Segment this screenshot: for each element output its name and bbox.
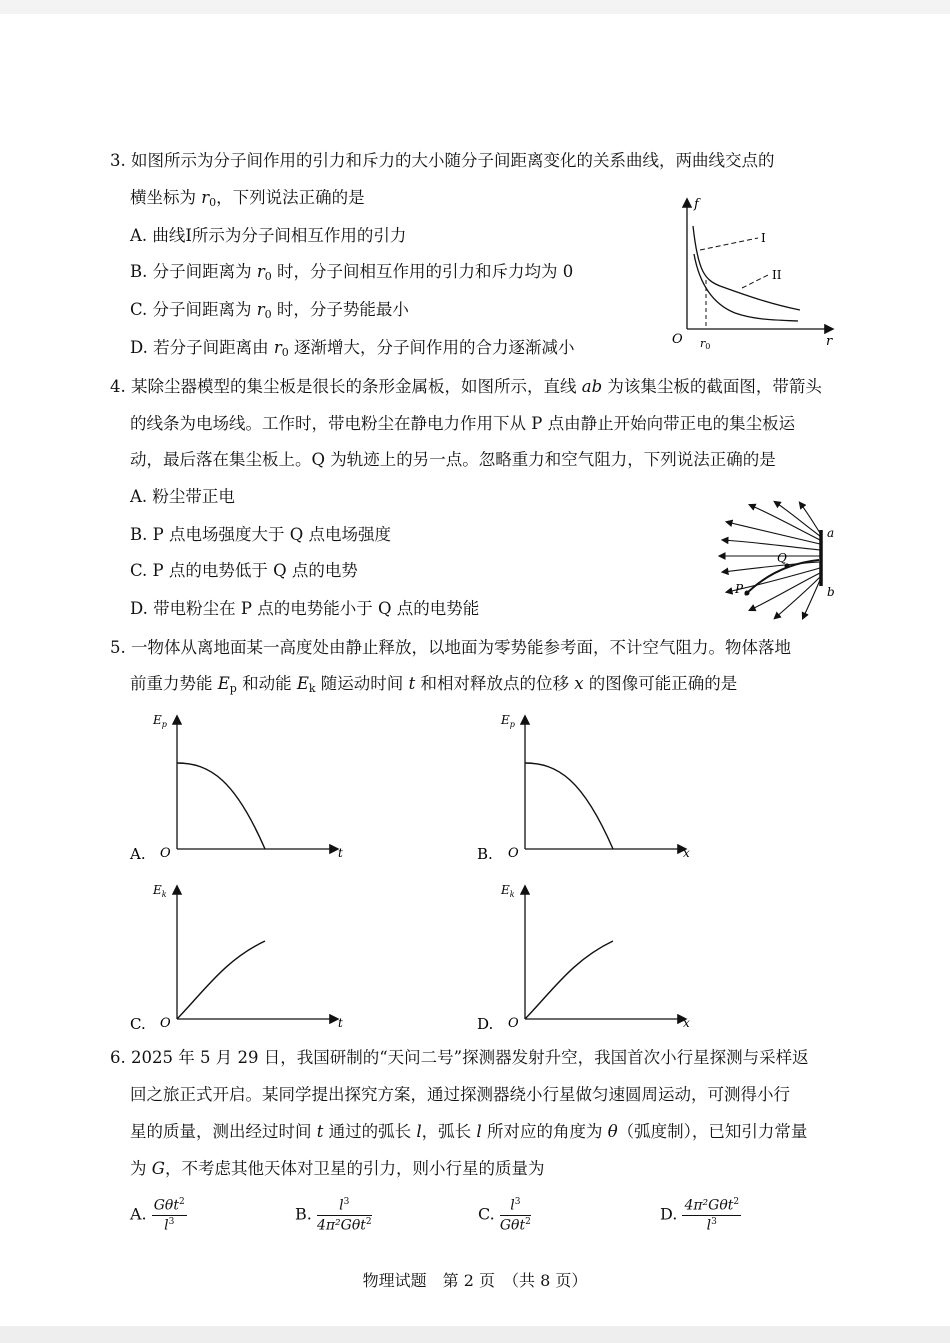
q6-option-d-fraction: $\frac{4\pi^2G\theta t^2}{l^3}$ [684, 1197, 740, 1234]
q4-option-a: A. 粉尘带正电 [130, 487, 235, 506]
q4-point-p [745, 591, 750, 596]
q5d-letter: D. [477, 1015, 494, 1033]
q3-xlabel: r [826, 334, 833, 349]
q3-option-d: D. 若分子间距离由 $r_0$ 逐渐增大，分子间作用的合力逐渐减小 [130, 338, 575, 359]
q3-r0-label: r0 [700, 337, 711, 351]
q3-option-b: B. 分子间距离为 $r_0$ 时，分子间相互作用的引力和斥力均为 0 [130, 262, 574, 283]
q3-curve1-label: I [761, 231, 766, 245]
q4-label-q: Q [777, 551, 787, 565]
q4-option-c: C. P 点的电势低于 Q 点的电势 [130, 561, 358, 580]
q5-graph-d [475, 875, 705, 1035]
scan-edge-top [0, 0, 950, 14]
q3-option-a: A. 曲线Ⅰ所示为分子间相互作用的引力 [130, 226, 407, 245]
q5b-ylabel: $E_p$ [501, 713, 515, 729]
q6-option-a: A. $\frac{G\theta t^2}{l^3}$ [130, 1197, 185, 1234]
q4-field-diagram [715, 500, 850, 625]
q5a-xlabel: t [338, 846, 343, 860]
q3-curve-repulsion [694, 254, 798, 321]
q5-line2: 前重力势能 $E_p$ 和动能 $E_k$ 随运动时间 t 和相对释放点的位移 x 的图像可能正确的是 [130, 674, 738, 695]
q5d-ylabel: $E_k$ [501, 883, 515, 899]
q6-line3: 星的质量，测出经过时间 t 通过的弧长 l，弧长 l 所对应的角度为 θ（弧度制），已知引力常量 [130, 1122, 808, 1141]
q4-label-b: b [827, 585, 835, 599]
q5-graph-b [475, 705, 705, 865]
q6-line2: 回之旅正式开启。某同学提出探究方案，通过探测器绕小行星做匀速圆周运动，可测得小行 [130, 1085, 790, 1104]
q6-line4: 为 G，不考虑其他天体对卫星的引力，则小行星的质量为 [130, 1159, 545, 1178]
q6-line1: 6. 2025 年 5 月 29 日，我国研制的“天问二号”探测器发射升空，我国首次小行星探测与采样返 [110, 1048, 809, 1067]
scan-edge-bottom [0, 1326, 950, 1343]
q5b-xlabel: x [683, 846, 690, 860]
q3-origin: O [672, 332, 683, 347]
q5c-letter: C. [130, 1015, 146, 1033]
q4-line1: 4. 某除尘器模型的集尘板是很长的条形金属板，如图所示，直线 ab 为该集尘板的截面图，带箭头 [110, 377, 822, 396]
q3-line1: 3. 如图所示为分子间作用的引力和斥力的大小随分子间距离变化的关系曲线，两曲线交点的 [110, 151, 775, 170]
q5d-curve [525, 941, 613, 1019]
q5a-origin: O [160, 846, 171, 861]
q5a-ylabel: $E_p$ [153, 713, 167, 729]
q3-option-c: C. 分子间距离为 $r_0$ 时，分子势能最小 [130, 300, 409, 321]
q5c-origin: O [160, 1016, 171, 1031]
q5b-curve [525, 763, 613, 849]
q4-option-b: B. P 点电场强度大于 Q 点电场强度 [130, 525, 391, 544]
q4-field-lines [720, 502, 820, 618]
q5b-origin: O [508, 846, 519, 861]
q4-label-a: a [827, 526, 835, 540]
q6-option-c-fraction: $\frac{l^3}{G\theta t^2}$ [499, 1197, 531, 1234]
q6-option-d: D. $\frac{4\pi^2G\theta t^2}{l^3}$ [660, 1197, 740, 1234]
q5c-xlabel: t [338, 1016, 343, 1030]
q5d-origin: O [508, 1016, 519, 1031]
q5a-curve [177, 763, 265, 849]
q5d-xlabel: x [683, 1016, 690, 1030]
q3-label-line-ii [742, 274, 770, 288]
q5c-curve [177, 941, 265, 1019]
q6-option-a-fraction: $\frac{G\theta t^2}{l^3}$ [153, 1197, 185, 1234]
q5-graph-a [125, 705, 355, 865]
q6-option-b: B. $\frac{l^3}{4\pi^2G\theta t^2}$ [295, 1197, 372, 1234]
page-footer: 物理试题 第 2 页 （共 8 页） [362, 1271, 588, 1290]
q3-line2: 横坐标为 $r_0$，下列说法正确的是 [130, 188, 365, 209]
q5a-letter: A. [130, 845, 146, 863]
q3-ylabel: f [694, 197, 699, 212]
q3-force-graph [660, 192, 840, 354]
q6-option-b-fraction: $\frac{l^3}{4\pi^2G\theta t^2}$ [316, 1197, 372, 1234]
q5b-letter: B. [477, 845, 493, 863]
q4-option-d: D. 带电粉尘在 P 点的电势能小于 Q 点的电势能 [130, 599, 480, 618]
q3-curve2-label: II [772, 268, 782, 282]
q4-label-p: P [735, 582, 744, 596]
q4-line2: 的线条为电场线。工作时，带电粉尘在静电力作用下从 P 点由静止开始向带正电的集尘板运 [130, 414, 796, 433]
q5c-ylabel: $E_k$ [153, 883, 167, 899]
q3-curve-attraction [693, 226, 800, 310]
q3-label-line-i [700, 238, 758, 250]
q4-line3: 动，最后落在集尘板上。Q 为轨迹上的另一点。忽略重力和空气阻力，下列说法正确的是 [130, 450, 776, 469]
q6-option-c: C. $\frac{l^3}{G\theta t^2}$ [478, 1197, 531, 1234]
q5-line1: 5. 一物体从离地面某一高度处由静止释放，以地面为零势能参考面，不计空气阻力。物体落地 [110, 638, 791, 657]
q5-graph-c [125, 875, 355, 1035]
